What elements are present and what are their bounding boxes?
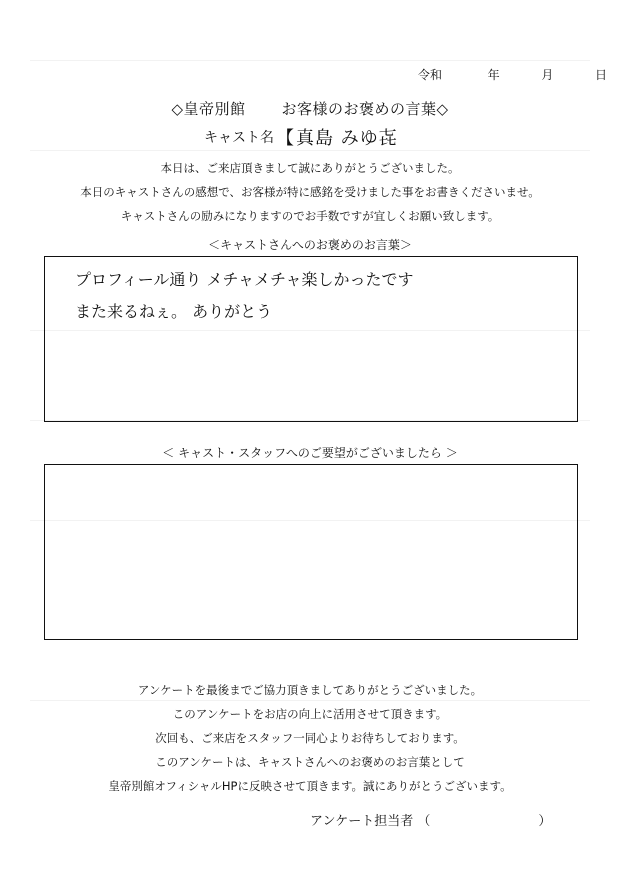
staff-label: アンケート担当者 — [310, 814, 414, 829]
footer-line: 次回も、ご来店をスタッフ一同心よりお待ちしております。 — [155, 731, 465, 745]
request-box[interactable] — [44, 464, 578, 640]
date-line — [418, 66, 607, 83]
footer-line: このアンケートをお店の向上に活用させて頂きます。 — [172, 707, 448, 721]
intro-line: キャストさんの励みになりますのでお手数ですが宜しくお願い致します。 — [120, 209, 500, 223]
praise-box[interactable] — [44, 256, 578, 422]
cast-name-open-bracket: 【 — [276, 128, 294, 149]
bleed-through-line — [30, 60, 590, 61]
cast-name-row — [204, 124, 398, 150]
intro-line: 本日は、ご来店頂きまして誠にありがとうございました。 — [160, 161, 460, 175]
cast-name-label: キャスト名 — [204, 130, 274, 146]
staff-close-paren: ） — [538, 814, 552, 829]
cast-name-handwritten: 真島 みゆ㐂 — [296, 128, 398, 149]
staff-open-paren: （ — [417, 814, 431, 829]
praise-handwritten-line: また来るねぇ。 ありがとう — [75, 302, 273, 321]
request-section-label: ＜ キャスト・スタッフへのご要望がございましたら ＞ — [162, 446, 458, 460]
praise-section-label: ＜キャストさんへのお褒めのお言葉＞ — [208, 238, 412, 252]
page-title — [0, 98, 620, 119]
title-heading: お客様のお褒めの言葉◇ — [281, 100, 449, 118]
date-day: 日 — [595, 68, 608, 82]
praise-handwritten-line: プロフィール通り メチャメチャ楽しかったです — [75, 270, 414, 289]
footer-line: このアンケートは、キャストさんへのお褒めのお言葉として — [155, 755, 465, 769]
bleed-through-line — [30, 150, 590, 151]
title-venue: ◇皇帝別館 — [171, 100, 246, 118]
footer-line: 皇帝別館オフィシャルHPに反映させて頂きます。誠にありがとうございます。 — [108, 779, 512, 793]
bleed-through-line — [30, 700, 590, 701]
date-year: 年 — [487, 68, 500, 82]
intro-line: 本日のキャストさんの感想で、お客様が特に感銘を受けました事をお書きくださいませ。 — [80, 185, 540, 199]
staff-row — [310, 810, 551, 829]
date-era: 令和 — [418, 68, 443, 82]
date-month: 月 — [541, 68, 554, 82]
footer-line: アンケートを最後までご協力頂きましてありがとうございました。 — [137, 683, 483, 697]
